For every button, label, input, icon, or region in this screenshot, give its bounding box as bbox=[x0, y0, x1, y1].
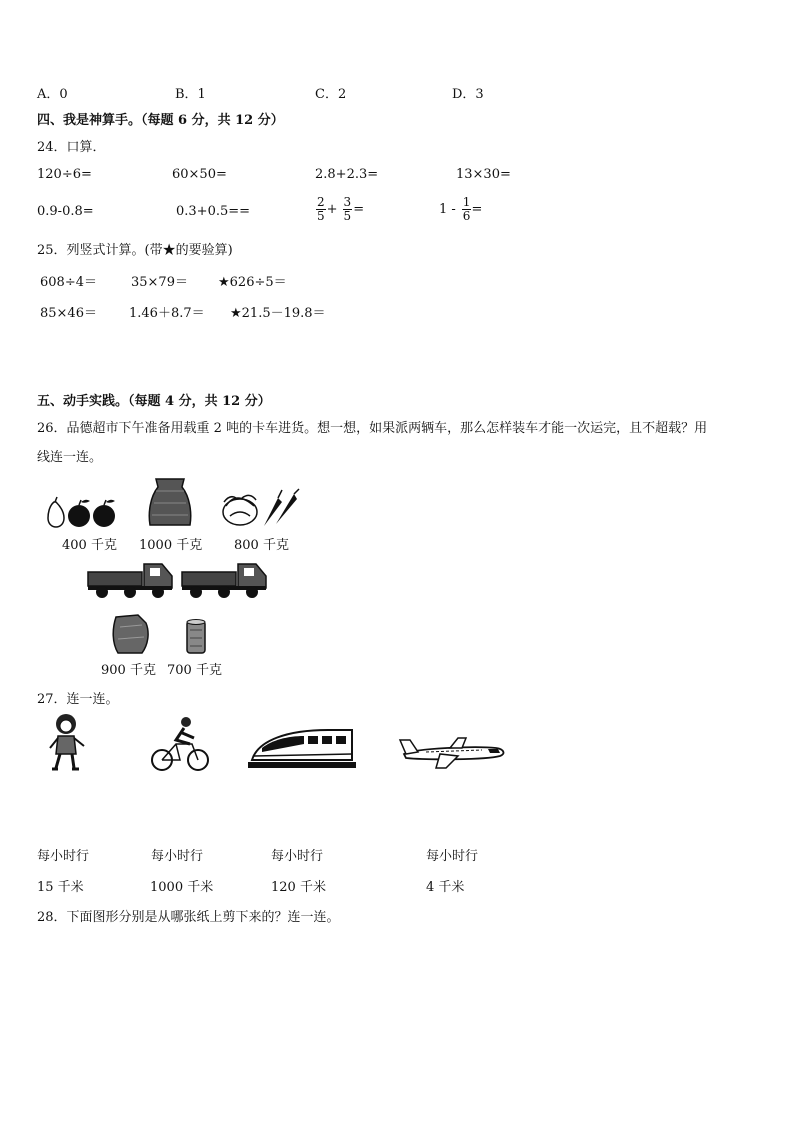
q24-expr-2: 60×50= bbox=[172, 167, 227, 182]
weight-label-700: 700 千克 bbox=[167, 663, 222, 678]
fraction-three-fifths: $\frac{3}{5}$ bbox=[343, 195, 352, 223]
q28-title: 28．下面图形分别是从哪张纸上剪下来的？连一连。 bbox=[37, 910, 340, 925]
truck-2-illustration bbox=[180, 558, 270, 600]
fraction-one-sixth: $\frac{1}{6}$ bbox=[462, 195, 471, 223]
train-illustration bbox=[248, 726, 356, 772]
option-d: D．3 bbox=[452, 87, 484, 102]
sack-illustration bbox=[146, 477, 194, 527]
can-illustration bbox=[184, 618, 208, 656]
q24-expr-4: 13×30= bbox=[456, 167, 511, 182]
option-c: C．2 bbox=[315, 87, 347, 102]
q25-expr-6: ★21.5－19.8＝ bbox=[230, 306, 326, 321]
q27-title: 27．连一连。 bbox=[37, 692, 119, 707]
speed-value-4: 4 千米 bbox=[426, 880, 465, 895]
weight-label-900: 900 千克 bbox=[101, 663, 156, 678]
truck-1-illustration bbox=[86, 558, 176, 600]
speed-label-2: 每小时行 bbox=[151, 849, 204, 864]
q26-text-line2: 线连一连。 bbox=[37, 450, 103, 465]
q24-fraction-expr-2: 1 - $\frac{1}{6}$ = bbox=[439, 195, 483, 223]
speed-value-15: 15 千米 bbox=[37, 880, 84, 895]
weight-label-400: 400 千克 bbox=[62, 538, 117, 553]
q25-title: 25．列竖式计算。(带★的要验算) bbox=[37, 243, 233, 258]
cyclist-illustration bbox=[150, 714, 210, 774]
speed-label-3: 每小时行 bbox=[271, 849, 324, 864]
q24-expr-5: 0.9-0.8= bbox=[37, 204, 94, 219]
option-a: A．0 bbox=[37, 87, 68, 102]
section4-heading: 四、我是神算手。（每题 6 分，共 12 分） bbox=[37, 113, 284, 128]
weight-label-800: 800 千克 bbox=[234, 538, 289, 553]
fraction-two-fifths: $\frac{2}{5}$ bbox=[317, 195, 325, 223]
speed-value-120: 120 千米 bbox=[271, 880, 326, 895]
speed-label-1: 每小时行 bbox=[37, 849, 90, 864]
fruit-illustration bbox=[44, 496, 120, 528]
section5-heading: 五、动手实践。（每题 4 分，共 12 分） bbox=[37, 394, 271, 409]
option-b: B．1 bbox=[175, 87, 206, 102]
child-walking-illustration bbox=[46, 712, 88, 772]
speed-label-4: 每小时行 bbox=[426, 849, 479, 864]
q24-expr-3: 2.8+2.3= bbox=[315, 167, 379, 182]
speed-value-1000: 1000 千米 bbox=[150, 880, 214, 895]
q25-expr-4: 85×46＝ bbox=[40, 306, 97, 321]
q24-fraction-expr-1: $\frac{2}{5}$ + $\frac{3}{5}$ = bbox=[317, 195, 365, 223]
q25-expr-2: 35×79＝ bbox=[131, 275, 188, 290]
airplane-illustration bbox=[396, 734, 508, 774]
q24-expr-1: 120÷6= bbox=[37, 167, 92, 182]
q24-expr-6: 0.3+0.5== bbox=[176, 204, 251, 219]
q25-expr-3: ★626÷5＝ bbox=[218, 275, 287, 290]
q25-expr-5: 1.46＋8.7＝ bbox=[129, 306, 205, 321]
vegetables-illustration bbox=[220, 488, 302, 528]
q24-title: 24．口算． bbox=[37, 140, 106, 155]
q26-text-line1: 26．品德超市下午准备用载重 2 吨的卡车进货。想一想，如果派两辆车，那么怎样装车才能一次运完，且不超载？用 bbox=[37, 421, 708, 436]
weight-label-1000: 1000 千克 bbox=[139, 538, 203, 553]
bag-illustration bbox=[108, 613, 152, 655]
q25-expr-1: 608÷4＝ bbox=[40, 275, 97, 290]
